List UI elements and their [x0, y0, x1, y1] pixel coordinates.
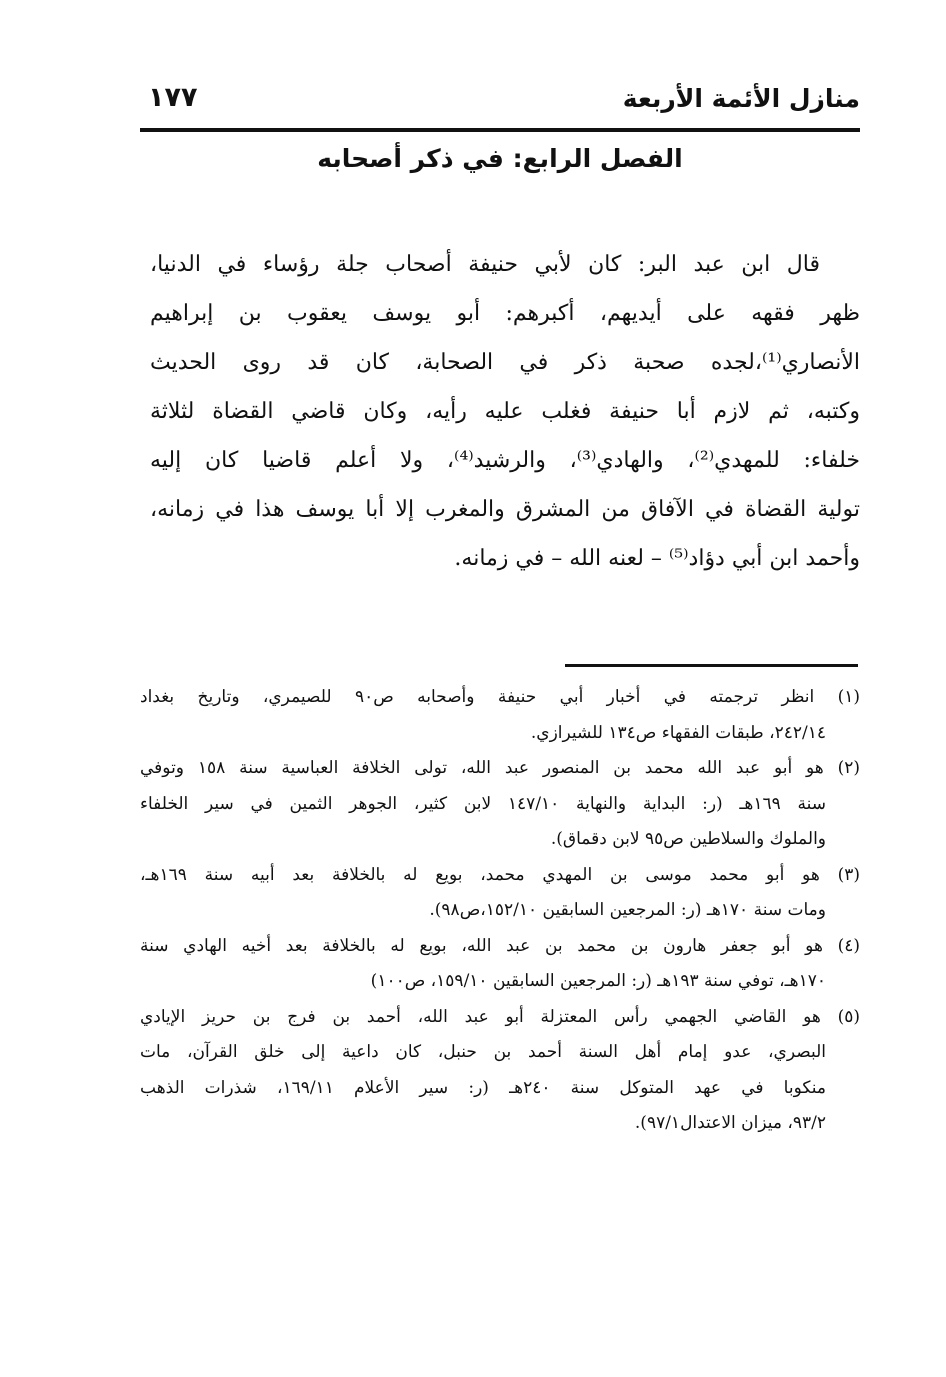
footnote-1-line: (١) انظر ترجمته في أخبار أبي حنيفة وأصحابه ص٩٠ للصيمري، وتاريخ بغداد: [140, 687, 860, 707]
footnote-4-line: ١٧٠هـ، توفي سنة ١٩٣هـ (ر: المرجعين السابقين ١٥٩/١٠، ص١٠٠): [370, 971, 826, 991]
body-line: خلفاء: للمهدي⁽²⁾، والهادي⁽³⁾، والرشيد⁽⁴⁾، ولا أعلم قاضيا كان إليه: [150, 448, 860, 473]
header-rule: [140, 128, 860, 132]
running-title: منازل الأئمة الأربعة: [622, 84, 860, 113]
body-line: ظهر فقهه على أيديهم، أكبرهم: أبو يوسف يعقوب بن إبراهيم: [150, 301, 860, 326]
footnote-2-line: سنة ١٦٩هـ (ر: البداية والنهاية ١٤٧/١٠ لابن كثير، الجوهر الثمين في سير الخلفاء: [140, 793, 826, 814]
footnotes: [140, 680, 860, 1142]
footnote-1-line: ٢٤٢/١٤، طبقات الفقهاء ص١٣٤ للشيرازي.: [530, 722, 826, 743]
page-header: [140, 84, 860, 124]
footnote-5-line: ٩٣/٢، ميزان الاعتدال٩٧/١).: [634, 1113, 826, 1133]
chapter-title: الفصل الرابع: في ذكر أصحابه: [317, 144, 683, 173]
footnote-2-line: (٢) هو أبو عبد الله محمد بن المنصور عبد الله، تولى الخلافة العباسية سنة ١٥٨ وتوفي: [140, 758, 860, 778]
footnote-5-line: (٥) هو القاضي الجهمي رأس المعتزلة أبو عبد الله، أحمد بن فرج بن حريز الإيادي: [140, 1006, 860, 1027]
footnote-3-line: (٣) هو أبو محمد موسى بن المهدي محمد، بويع له بالخلافة بعد أبيه سنة ١٦٩هـ،: [140, 864, 860, 885]
body-line: الأنصاري⁽¹⁾،لجده صحبة ذكر في الصحابة، كان قد روى الحديث: [150, 350, 860, 375]
footnote-5-line: البصري، عدو إمام أهل السنة أحمد بن حنبل، كان داعية إلى خلق القرآن، مات: [140, 1042, 826, 1062]
body-line: قال ابن عبد البر: كان لأبي حنيفة أصحاب جلة رؤساء في الدنيا،: [150, 252, 820, 277]
footnote-3-line: ومات سنة ١٧٠هـ (ر: المرجعين السابقين ١٥٢/١٠،ص٩٨).: [429, 900, 826, 920]
footnote-separator: [565, 664, 858, 667]
main-paragraph: [150, 240, 860, 583]
body-line: تولية القضاة في الآفاق من المشرق والمغرب إلا أبا يوسف هذا في زمانه،: [150, 497, 860, 522]
page-number: ١٧٧: [148, 82, 198, 113]
footnote-5-line: منكوبا في عهد المتوكل سنة ٢٤٠هـ (ر: سير الأعلام ١٦٩/١١، شذرات الذهب: [140, 1077, 826, 1098]
footnote-4-line: (٤) هو أبو جعفر هارون بن محمد بن عبد الله، بويع له بالخلافة بعد أخيه الهادي سنة: [140, 935, 860, 956]
footnote-2-line: والملوك والسلاطين ص٩٥ لابن دقماق).: [550, 829, 826, 849]
body-line: وكتبه، ثم لازم أبا حنيفة فغلب عليه رأيه، وكان قاضي القضاة لثلاثة: [150, 399, 860, 424]
body-line: وأحمد ابن أبي دؤاد⁽⁵⁾ – لعنه الله – في زمانه.: [454, 546, 860, 571]
